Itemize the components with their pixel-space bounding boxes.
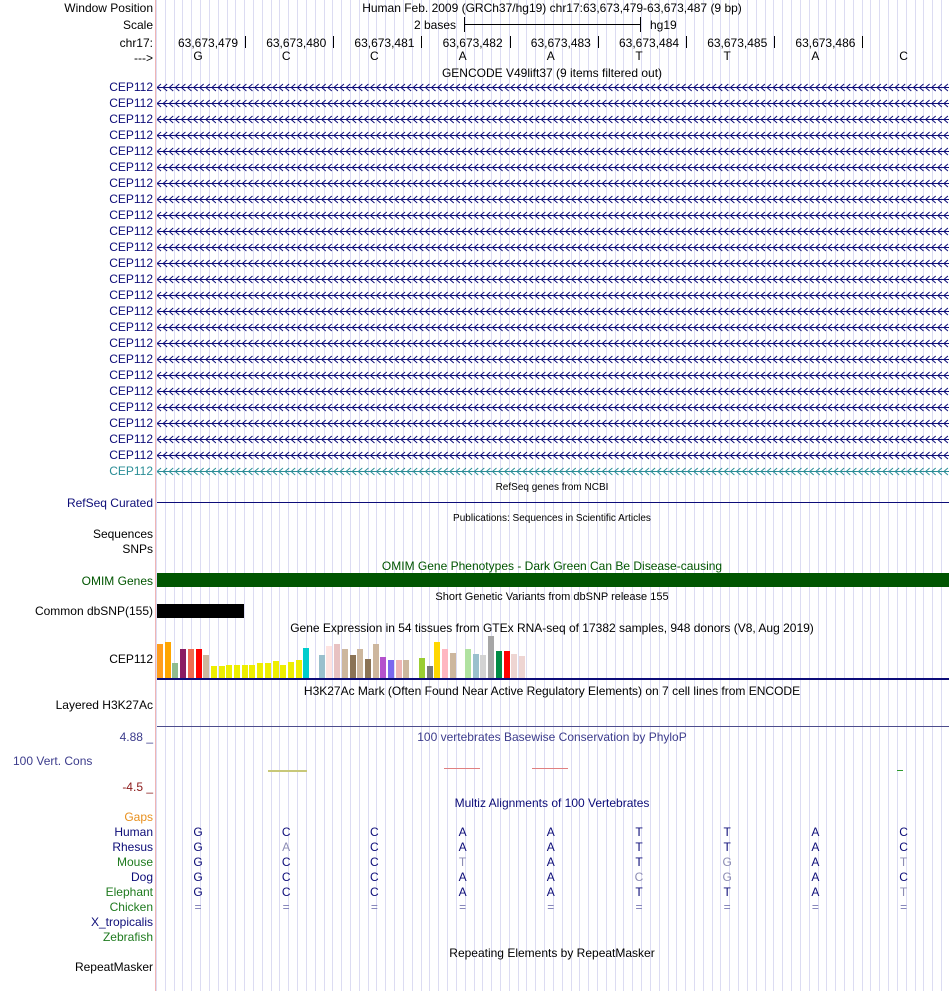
multiz-aligned-base: G [722,870,732,884]
reference-base: T [635,49,643,63]
multiz-aligned-base: = [459,900,467,914]
multiz-aligned-base: G [193,855,203,869]
chrom-label[interactable]: chr17: [119,36,153,50]
dbsnp-track-label[interactable]: Common dbSNP(155) [34,604,153,618]
multiz-species-label[interactable]: Dog [130,870,153,884]
multiz-aligned-base: A [811,855,820,869]
repeatmasker-track-label[interactable]: RepeatMasker [74,960,153,974]
ruler-position-label: 63,673,482 [442,36,503,50]
multiz-species-label[interactable]: Rhesus [112,840,153,854]
multiz-species-label[interactable]: Mouse [116,855,153,869]
gencode-transcript-label[interactable]: CEP112 [109,400,153,414]
gtex-track-label[interactable]: CEP112 [109,652,153,666]
multiz-aligned-base: C [370,885,379,899]
gencode-transcript-feature[interactable] [157,435,949,444]
assembly-title: Human Feb. 2009 (GRCh37/hg19) chr17:63,673,479-63,673,487 (9 bp) [362,1,742,15]
gtex-tissue-bar[interactable] [403,660,409,678]
phylop-track-title[interactable]: 100 vertebrates Basewise Conservation by PhyloP [417,730,687,744]
scale-bar [464,24,641,25]
ruler-tick [598,36,599,48]
multiz-aligned-base: G [193,870,203,884]
phylop-mark-a2 [532,768,568,769]
repeatmasker-track-title[interactable]: Repeating Elements by RepeatMasker [449,946,655,960]
gencode-transcript-feature[interactable] [157,371,949,380]
gtex-tissue-bar[interactable] [180,649,186,678]
ruler-tick [421,36,422,48]
gtex-track-title[interactable]: Gene Expression in 54 tissues from GTEx RNA-seq of 17382 samples, 948 donors (V8, Aug 2019) [290,621,814,635]
multiz-track-title[interactable]: Multiz Alignments of 100 Vertebrates [454,796,650,810]
gencode-transcript-label[interactable]: CEP112 [109,144,153,158]
multiz-aligned-base: A [458,870,467,884]
multiz-aligned-base: = [811,900,819,914]
multiz-aligned-base: C [899,840,908,854]
multiz-aligned-base: A [811,840,820,854]
phylop-mark-c [268,770,307,772]
gtex-tissue-bar[interactable] [388,660,394,678]
ruler-position-label: 63,673,484 [619,36,680,50]
multiz-aligned-base: C [281,870,291,884]
gencode-transcript-feature[interactable] [157,387,949,396]
gtex-baseline [157,678,949,680]
reference-base: C [281,49,291,63]
ruler-position-label: 63,673,483 [530,36,591,50]
scale-label[interactable]: Scale [122,18,153,32]
gtex-tissue-bar[interactable] [504,651,510,678]
publications-track-title[interactable]: Publications: Sequences in Scientific Articles [453,513,651,524]
gencode-transcript-label[interactable]: CEP112 [109,384,153,398]
gencode-transcript-feature[interactable] [157,115,949,124]
strand-label[interactable]: ---> [134,51,153,65]
multiz-aligned-base: C [281,885,291,899]
gencode-transcript-feature[interactable] [157,179,949,188]
multiz-aligned-base: G [193,885,203,899]
gencode-transcript-label[interactable]: CEP112 [109,128,153,142]
scale-value: 2 bases [414,18,457,32]
multiz-aligned-base: C [370,855,379,869]
scale-bar-right-tick [640,17,641,32]
multiz-aligned-base: T [723,840,731,854]
multiz-aligned-base: C [634,870,644,884]
reference-base: G [193,49,203,63]
ruler-position-label: 63,673,479 [178,36,239,50]
gtex-tissue-bar[interactable] [242,665,248,678]
ruler-tick [774,36,775,48]
gencode-transcript-label[interactable]: CEP112 [109,320,153,334]
gtex-tissue-bar[interactable] [488,636,494,678]
multiz-aligned-base: A [546,840,555,854]
gtex-tissue-bar[interactable] [427,666,433,678]
gencode-transcript-label[interactable]: CEP112 [109,256,153,270]
publications-snps-label[interactable]: SNPs [122,542,153,556]
gencode-transcript-feature[interactable] [157,339,949,348]
gencode-transcript-label[interactable]: CEP112 [109,80,153,94]
gencode-transcript-feature[interactable] [157,227,949,236]
gtex-tissue-bar[interactable] [519,656,525,678]
multiz-aligned-base: = [370,900,378,914]
gencode-transcript-label[interactable]: CEP112 [109,464,153,478]
gtex-tissue-bar[interactable] [373,644,379,678]
gencode-transcript-label[interactable]: CEP112 [109,224,153,238]
gtex-tissue-bar[interactable] [319,655,325,678]
gencode-transcript-label[interactable]: CEP112 [109,176,153,190]
phylop-mark-c2 [897,770,903,771]
gencode-transcript-label[interactable]: CEP112 [109,448,153,462]
publications-sequences-label[interactable]: Sequences [92,527,153,541]
gtex-tissue-bar[interactable] [257,663,263,678]
dbsnp-track-title[interactable]: Short Genetic Variants from dbSNP release 155 [435,591,669,603]
multiz-aligned-base: T [635,855,643,869]
gencode-transcript-feature[interactable] [157,291,949,300]
gtex-tissue-bar[interactable] [219,666,225,678]
multiz-aligned-base: A [546,870,555,884]
gtex-tissue-bar[interactable] [465,649,471,678]
multiz-aligned-base: A [811,870,820,884]
gencode-transcript-feature[interactable] [157,307,949,316]
multiz-aligned-base: G [722,855,732,869]
gencode-transcript-feature[interactable] [157,163,949,172]
multiz-aligned-base: A [458,840,467,854]
gtex-tissue-bar[interactable] [172,663,178,678]
omim-gene-bar[interactable] [157,573,949,587]
gtex-tissue-bar[interactable] [511,654,517,678]
gtex-tissue-bar[interactable] [265,663,271,678]
multiz-species-label[interactable]: Chicken [109,900,153,914]
multiz-species-label[interactable]: X_tropicalis [90,915,153,929]
gencode-transcript-feature[interactable] [157,467,949,476]
multiz-aligned-base: A [811,885,820,899]
h3k27ac-baseline [157,726,949,727]
gtex-tissue-bar[interactable] [165,642,171,678]
reference-base: A [458,49,467,63]
gencode-track-title[interactable]: GENCODE V49lift37 (9 items filtered out) [441,66,663,80]
gtex-tissue-bar[interactable] [442,649,448,678]
phylop-min-label: -4.5 _ [122,780,153,794]
dbsnp-variant-bar[interactable] [157,604,244,618]
gtex-tissue-bar[interactable] [396,660,402,678]
gencode-transcript-label[interactable]: CEP112 [109,272,153,286]
multiz-aligned-base: = [900,900,908,914]
gencode-transcript-label[interactable]: CEP112 [109,160,153,174]
ruler-position-label: 63,673,486 [795,36,856,50]
multiz-species-label[interactable]: Human [114,825,153,839]
multiz-aligned-base: = [547,900,555,914]
multiz-aligned-base: G [193,825,203,839]
gtex-tissue-bar[interactable] [196,649,202,678]
refseq-track-line [157,502,949,503]
multiz-aligned-base: A [458,885,467,899]
gtex-tissue-bar[interactable] [473,654,479,678]
multiz-species-label[interactable]: Elephant [105,885,153,899]
multiz-aligned-base: C [370,825,379,839]
reference-base: A [811,49,820,63]
gencode-transcript-feature[interactable] [157,211,949,220]
gtex-tissue-bar[interactable] [480,655,486,678]
ruler-position-label: 63,673,480 [266,36,327,50]
multiz-aligned-base: C [370,870,379,884]
gtex-tissue-bar[interactable] [450,653,456,678]
gtex-tissue-bar[interactable] [249,665,255,678]
gtex-tissue-bar[interactable] [334,644,340,678]
ruler-tick [245,36,246,48]
multiz-aligned-base: T [635,840,643,854]
ruler-tick [333,36,334,48]
multiz-aligned-base: A [546,825,555,839]
ruler-tick [510,36,511,48]
gtex-tissue-bar[interactable] [296,660,302,678]
gencode-transcript-label[interactable]: CEP112 [109,96,153,110]
gencode-transcript-feature[interactable] [157,195,949,204]
gencode-transcript-label[interactable]: CEP112 [109,192,153,206]
multiz-aligned-base: C [370,840,379,854]
multiz-aligned-base: T [899,885,908,899]
gtex-tissue-bar[interactable] [380,657,386,678]
gtex-tissue-bar[interactable] [280,665,286,678]
ruler-tick [862,36,863,48]
multiz-aligned-base: T [723,825,731,839]
multiz-aligned-base: = [723,900,731,914]
multiz-aligned-base: T [899,855,908,869]
gencode-transcript-label[interactable]: CEP112 [109,336,153,350]
gtex-tissue-bar[interactable] [357,649,363,678]
gencode-transcript-label[interactable]: CEP112 [109,112,153,126]
gtex-tissue-bar[interactable] [496,651,502,678]
multiz-aligned-base: A [458,825,467,839]
gtex-tissue-bar[interactable] [273,661,279,678]
gtex-tissue-bar[interactable] [326,646,332,678]
phylop-track-label[interactable]: 100 Vert. Cons [13,754,93,768]
gtex-tissue-bar[interactable] [288,662,294,678]
gtex-tissue-bar[interactable] [234,665,240,678]
refseq-track-title[interactable]: RefSeq genes from NCBI [495,482,609,493]
refseq-track-label[interactable]: RefSeq Curated [66,496,153,510]
gtex-tissue-bar[interactable] [365,659,371,678]
multiz-aligned-base: T [635,825,643,839]
gencode-transcript-feature[interactable] [157,451,949,460]
reference-base: C [370,49,379,63]
ruler-tick [686,36,687,48]
ruler-position-label: 63,673,481 [354,36,415,50]
gencode-transcript-feature[interactable] [157,147,949,156]
gencode-transcript-feature[interactable] [157,99,949,108]
scale-bar-left-tick [464,17,465,32]
multiz-aligned-base: T [458,855,467,869]
reference-base: T [723,49,731,63]
gtex-tissue-bar[interactable] [157,644,163,678]
gencode-transcript-label[interactable]: CEP112 [109,432,153,446]
gencode-transcript-feature[interactable] [157,83,949,92]
gtex-tissue-bar[interactable] [188,649,194,678]
gtex-tissue-bar[interactable] [211,666,217,678]
multiz-aligned-base: = [194,900,202,914]
multiz-aligned-base: C [899,870,908,884]
gencode-transcript-feature[interactable] [157,403,949,412]
gtex-tissue-bar[interactable] [419,658,425,678]
h3k27ac-track-label[interactable]: Layered H3K27Ac [55,698,153,712]
multiz-aligned-base: T [635,885,643,899]
multiz-species-label[interactable]: Zebrafish [102,930,153,944]
gencode-transcript-label[interactable]: CEP112 [109,416,153,430]
multiz-aligned-base: = [282,900,290,914]
gencode-transcript-label[interactable]: CEP112 [109,288,153,302]
gencode-transcript-feature[interactable] [157,323,949,332]
scale-assembly: hg19 [650,18,677,32]
multiz-aligned-base: C [899,825,908,839]
reference-base: C [899,49,908,63]
phylop-mark-a [444,768,480,769]
ruler-position-label: 63,673,485 [707,36,768,50]
multiz-aligned-base: C [281,825,291,839]
gencode-transcript-label[interactable]: CEP112 [109,352,153,366]
gencode-transcript-feature[interactable] [157,275,949,284]
gencode-transcript-feature[interactable] [157,419,949,428]
reference-base: A [546,49,555,63]
multiz-aligned-base: T [723,885,731,899]
multiz-aligned-base: A [282,840,291,854]
phylop-max-label: 4.88 _ [119,730,153,744]
track-left-border [155,0,156,991]
gtex-tissue-bar[interactable] [226,665,232,678]
gencode-transcript-label[interactable]: CEP112 [109,304,153,318]
omim-track-title[interactable]: OMIM Gene Phenotypes - Dark Green Can Be Disease-causing [381,559,723,573]
gtex-tissue-bar[interactable] [303,648,309,678]
gencode-transcript-label[interactable]: CEP112 [109,208,153,222]
omim-track-label[interactable]: OMIM Genes [81,574,153,588]
gtex-tissue-bar[interactable] [434,642,440,678]
gencode-transcript-feature[interactable] [157,243,949,252]
multiz-aligned-base: A [546,855,555,869]
gencode-transcript-label[interactable]: CEP112 [109,240,153,254]
multiz-gaps-label[interactable]: Gaps [124,810,153,824]
h3k27ac-track-title[interactable]: H3K27Ac Mark (Often Found Near Active Regulatory Elements) on 7 cell lines from ENCODE [303,684,801,698]
gencode-transcript-feature[interactable] [157,259,949,268]
gencode-transcript-feature[interactable] [157,355,949,364]
multiz-aligned-base: = [635,900,643,914]
gencode-transcript-label[interactable]: CEP112 [109,368,153,382]
gtex-tissue-bar[interactable] [350,655,356,678]
gtex-tissue-bar[interactable] [203,655,209,678]
multiz-aligned-base: A [811,825,820,839]
multiz-aligned-base: G [193,840,203,854]
gencode-transcript-feature[interactable] [157,131,949,140]
window-position-label[interactable]: Window Position [64,1,153,15]
multiz-aligned-base: C [281,855,291,869]
multiz-aligned-base: A [546,885,555,899]
gtex-tissue-bar[interactable] [342,649,348,678]
